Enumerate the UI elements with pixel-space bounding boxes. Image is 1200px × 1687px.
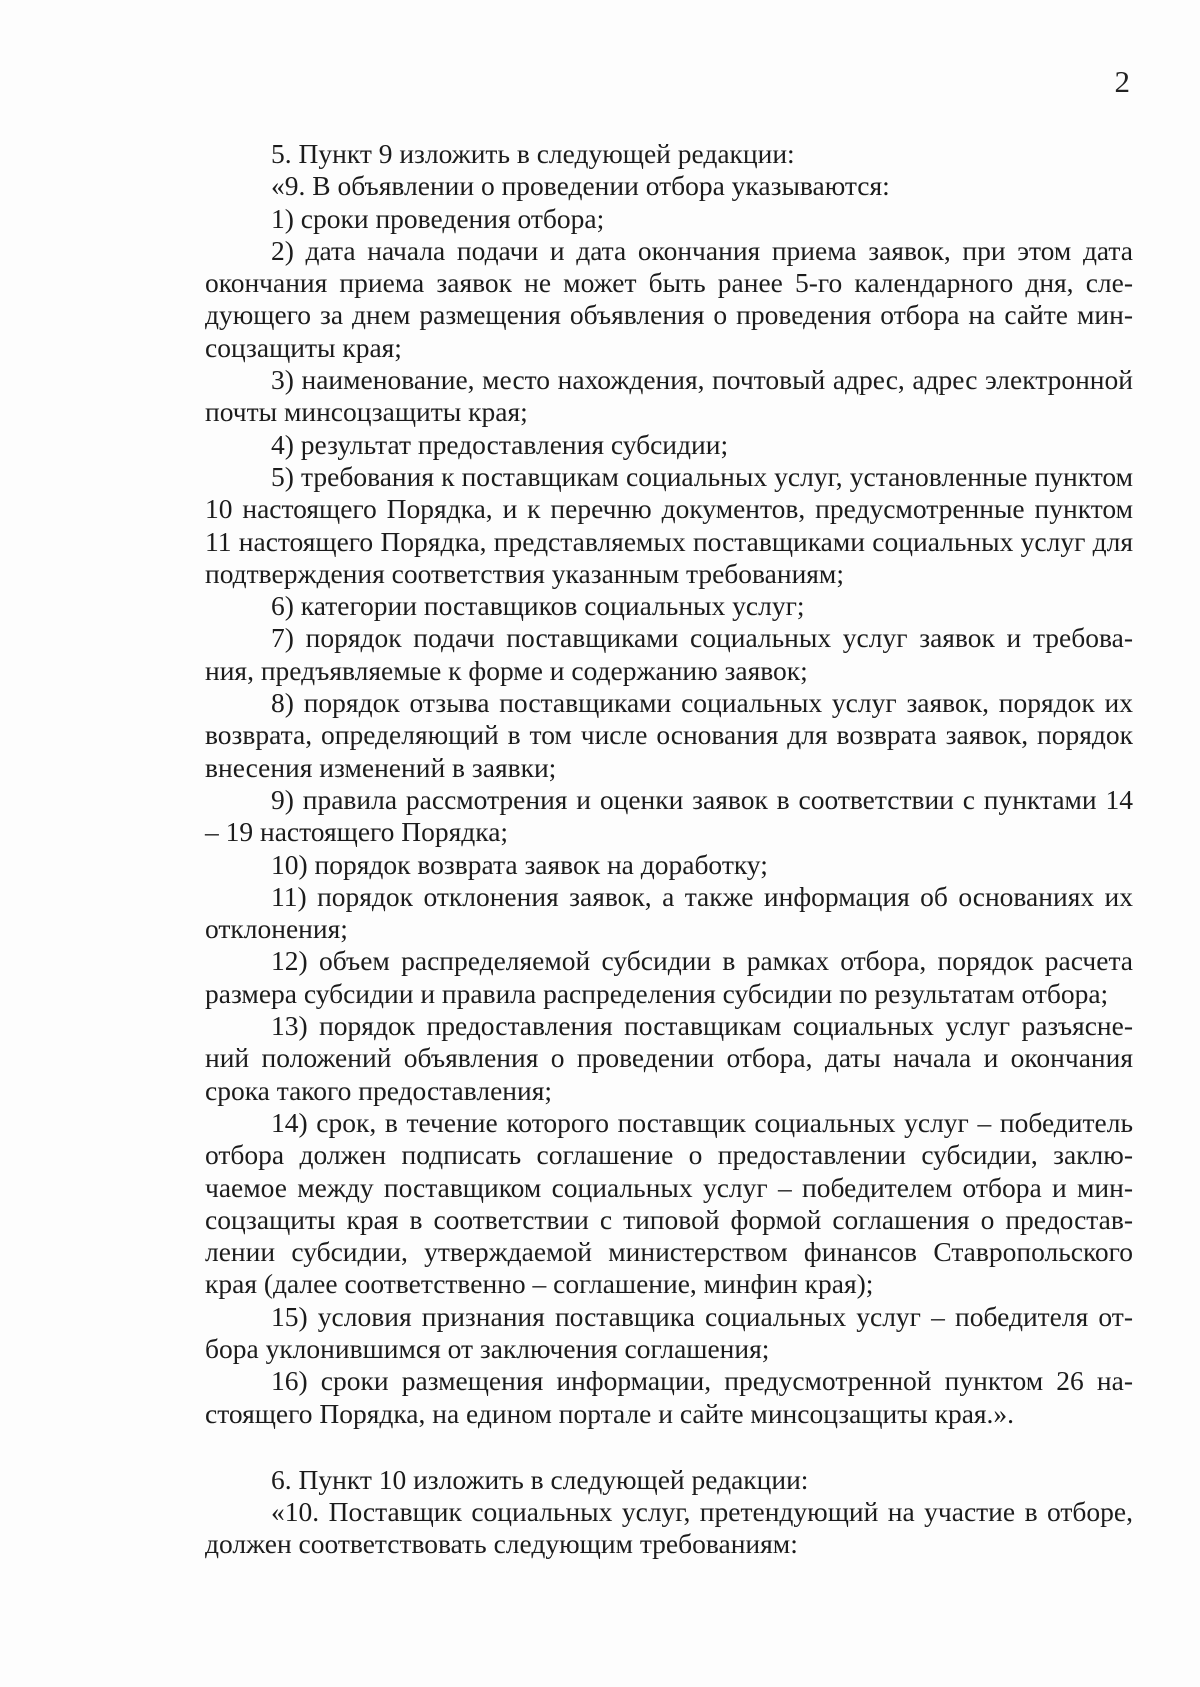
list-item: 15) условия признания поставщика социальных услуг – победителя отбора уклонившимся от заключения соглашения; [205,1300,1133,1364]
list-item: 9) правила рассмотрения и оценки заявок в соответствии с пунктами 14 – 19 настоящего Порядка; [205,783,1133,848]
list-item: 7) порядок подачи поставщиками социальных услуг заявок и требования, предъявляемые к форме и содержанию заявок; [205,622,1133,686]
list-item: 2) дата начала подачи и дата окончания приема заявок, при этом дата окончания приема заявок не может быть ранее 5-го календарного дня, следующего за днем размещения объявления о проведения отбора на сайте минсоцзащиты края; [205,234,1133,363]
section-heading: 6. Пункт 10 изложить в следующей редакции: [271,1463,809,1495]
document-body [205,138,1133,1561]
quoted-clause-intro: «10. Поставщик социальных услуг, претендующий на участие в отборе, должен соответствовать следующим требованиям: [205,1496,1133,1560]
page-number: 2 [1114,64,1130,99]
list-item: 11) порядок отклонения заявок, а также информация об основаниях их отклонения; [205,880,1133,945]
list-item: 5) требования к поставщикам социальных услуг, установленные пунктом 10 настоящего Порядка, и к перечню документов, предусмотренные пунктом 11 настоящего Порядка, представляемых поставщиками социальных услуг для подтверждения соответствия указанным требованиям; [205,460,1133,589]
list-item: 3) наименование, место нахождения, почтовый адрес, адрес электронной почты минсоцзащиты края; [205,364,1133,428]
list-item: 1) сроки проведения отбора; [271,202,605,234]
section-item-6 [205,1464,1133,1561]
section-item-5 [205,138,1133,1430]
list-item: 6) категории поставщиков социальных услуг; [271,590,805,622]
list-item: 10) порядок возврата заявок на доработку; [271,848,768,880]
list-item: 13) порядок предоставления поставщикам социальных услуг разъяснений положений объявления о проведении отбора, даты начала и окончания срока такого предоставления; [205,1010,1133,1106]
section-heading: 5. Пункт 9 изложить в следующей редакции: [271,138,795,169]
quoted-clause-intro: «9. В объявлении о проведении отбора указываются: [271,170,890,202]
list-item: 16) сроки размещения информации, предусмотренной пунктом 26 настоящего Порядка, на едином портале и сайте минсоцзащиты края.». [205,1365,1133,1429]
list-item: 4) результат предоставления субсидии; [271,428,729,460]
list-item: 12) объем распределяемой субсидии в рамках отбора, порядок расчета размера субсидии и правила распределения субсидии по результатам отбора; [205,945,1133,1009]
list-item: 14) срок, в течение которого поставщик социальных услуг – победитель отбора должен подписать соглашение о предоставлении субсидии, заключаемое между поставщиком социальных услуг – победителем отбора и минсоцзащиты края в соответствии с типовой формой соглашения о предоставлении субсидии, утверждаемой министерством финансов Ставропольского края (далее соответственно – соглашение, минфин края); [205,1106,1133,1300]
list-item: 8) порядок отзыва поставщиками социальных услуг заявок, порядок их возврата, определяющий в том числе основания для возврата заявок, порядок внесения изменений в заявки; [205,687,1133,783]
